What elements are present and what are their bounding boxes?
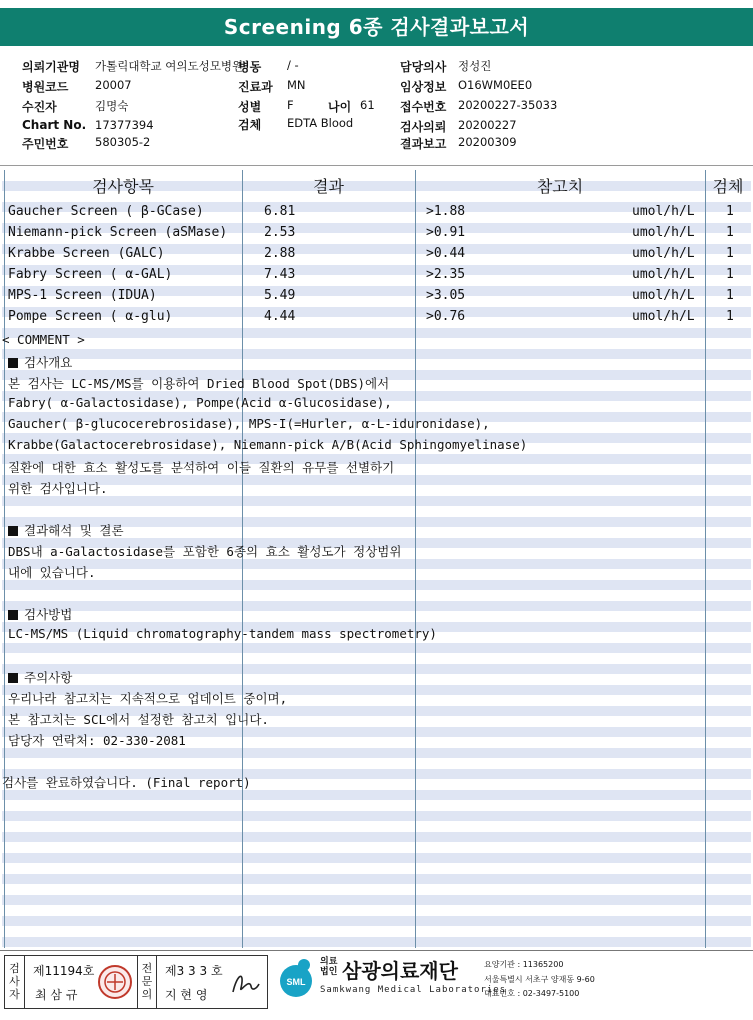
caution-line: 본 참고치는 SCL에서 설정한 참고치 입니다. — [8, 712, 269, 727]
table-stripe — [2, 790, 751, 801]
doctor-value: 정성진 — [458, 59, 492, 73]
table-row — [2, 244, 751, 265]
footer-divider — [0, 950, 753, 951]
table-stripe — [2, 580, 751, 591]
table-row — [2, 286, 751, 307]
comment-label: < COMMENT > — [2, 332, 85, 347]
org-name: 삼광의료재단 — [342, 959, 458, 983]
overview-line: Gaucher( β-glucocerebrosidase), MPS-I(=Hurler, α-L-iduronidase), — [8, 416, 490, 431]
resident-no-value: 580305-2 — [95, 135, 151, 149]
cell-unit: umol/h/L — [632, 204, 695, 219]
result-table — [2, 170, 751, 948]
department-label: 진료과 — [238, 80, 273, 94]
cell-specimen: 1 — [726, 225, 734, 240]
header-item: 검사항목 — [92, 177, 154, 196]
header-info — [0, 52, 753, 164]
cell-item: Krabbe Screen (GALC) — [8, 246, 165, 261]
chart-no-value: 17377394 — [95, 118, 154, 132]
table-stripe — [2, 916, 751, 927]
cell-unit: umol/h/L — [632, 288, 695, 303]
patient-value: 김명숙 — [95, 99, 129, 113]
cell-result: 6.81 — [264, 204, 296, 219]
header-divider — [0, 165, 753, 166]
header-result: 결과 — [313, 177, 344, 196]
table-stripe — [2, 328, 751, 339]
org-phone: 대표번호 : 02-3497-5100 — [484, 989, 580, 998]
table-stripe — [2, 559, 751, 570]
organization-logo-block — [274, 955, 750, 1010]
cell-result: 2.53 — [264, 225, 296, 240]
table-stripe — [2, 895, 751, 906]
caution-heading — [8, 668, 72, 686]
org-prefix: 의료법인 — [320, 957, 338, 977]
header-specimen: 검체 — [712, 177, 744, 196]
cell-unit: umol/h/L — [632, 267, 695, 282]
cell-specimen: 1 — [726, 267, 734, 282]
method-heading-text: 검사방법 — [24, 607, 73, 622]
cell-unit: umol/h/L — [632, 246, 695, 261]
table-stripe — [2, 643, 751, 654]
specialist-title: 전문의 — [137, 956, 157, 1008]
org-address: 서울특별시 서초구 양재동 9-60 — [484, 975, 595, 984]
overview-line: Fabry( α-Galactosidase), Pompe(Acid α-Glucosidase), — [8, 395, 392, 410]
clinical-info-value: O16WM0EE0 — [458, 78, 533, 92]
chart-no-label: Chart No. — [22, 118, 87, 132]
cell-reference: >3.05 — [426, 288, 466, 303]
cell-item: Gaucher Screen ( β-GCase) — [8, 204, 204, 219]
inspector-license: 제11194호 — [33, 964, 95, 978]
cell-item: Pompe Screen ( α-glu) — [8, 309, 173, 324]
cell-reference: >1.88 — [426, 204, 466, 219]
bullet-square-icon — [8, 358, 18, 368]
specialist-name: 지 현 영 — [165, 988, 208, 1002]
cell-reference: >0.44 — [426, 246, 466, 261]
bullet-square-icon — [8, 610, 18, 620]
interpretation-line: 내에 있습니다. — [8, 565, 96, 580]
method-line: LC-MS/MS (Liquid chromatography-tandem mass spectrometry) — [8, 626, 437, 641]
ward-value: / - — [287, 58, 299, 72]
cell-result: 7.43 — [264, 267, 296, 282]
overview-line: 본 검사는 LC-MS/MS를 이용하여 Dried Blood Spot(DBS)에서 — [8, 376, 390, 391]
table-stripe — [2, 937, 751, 948]
cell-reference: >0.91 — [426, 225, 466, 240]
interpretation-line: DBS내 a-Galactosidase를 포함한 6종의 효소 활성도가 정상범위 — [8, 544, 402, 559]
overview-heading-text: 검사개요 — [24, 355, 73, 370]
report-title-bar — [0, 0, 753, 48]
table-stripe — [2, 475, 751, 486]
report-date-label: 결과보고 — [400, 137, 447, 151]
receipt-no-value: 20200227-35033 — [458, 98, 558, 112]
caution-heading-text: 주의사항 — [24, 670, 73, 685]
cell-result: 2.88 — [264, 246, 296, 261]
final-report-note: 검사를 완료하였습니다. (Final report) — [2, 775, 251, 790]
table-stripe — [2, 349, 751, 360]
header-reference: 참고치 — [536, 177, 584, 196]
table-stripe — [2, 853, 751, 864]
request-date-value: 20200227 — [458, 118, 517, 132]
table-row — [2, 202, 751, 223]
method-heading — [8, 605, 72, 623]
report-title: Screening 6종 검사결과보고서 — [223, 15, 530, 39]
cell-unit: umol/h/L — [632, 309, 695, 324]
report-date-value: 20200309 — [458, 135, 517, 149]
sml-logo-icon — [274, 955, 318, 999]
cell-result: 5.49 — [264, 288, 296, 303]
specimen-value: EDTA Blood — [287, 116, 354, 130]
institution-label: 의뢰기관명 — [22, 60, 80, 74]
table-stripe — [2, 874, 751, 885]
table-stripe — [2, 832, 751, 843]
cell-reference: >0.76 — [426, 309, 466, 324]
interpretation-heading-text: 결과해석 및 결론 — [24, 523, 124, 538]
sml-logo-text: SML — [286, 977, 306, 987]
table-stripe — [2, 496, 751, 507]
cell-item: Niemann-pick Screen (aSMase) — [8, 225, 228, 240]
table-row — [2, 265, 751, 286]
cell-result: 4.44 — [264, 309, 296, 324]
caution-line: 우리나라 참고치는 지속적으로 업데이트 중이며, — [8, 691, 288, 706]
cell-specimen: 1 — [726, 309, 734, 324]
cell-unit: umol/h/L — [632, 225, 695, 240]
cell-specimen: 1 — [726, 246, 734, 261]
table-row — [2, 307, 751, 328]
sex-value: F — [287, 98, 294, 112]
interpretation-heading — [8, 521, 124, 539]
caution-line: 담당자 연락처: 02-330-2081 — [8, 733, 186, 748]
resident-no-label: 주민번호 — [22, 137, 69, 151]
signature-box — [4, 955, 268, 1009]
cell-specimen: 1 — [726, 204, 734, 219]
overview-line: 위한 검사입니다. — [8, 481, 108, 496]
hospital-code-label: 병원코드 — [22, 80, 69, 94]
cell-item: Fabry Screen ( α-GAL) — [8, 267, 173, 282]
inspector-title: 검사자 — [5, 956, 25, 1008]
bullet-square-icon — [8, 673, 18, 683]
sex-label: 성별 — [238, 100, 262, 114]
inspector-name: 최 삼 규 — [35, 988, 78, 1002]
receipt-no-label: 접수번호 — [400, 100, 447, 114]
overview-line: 질환에 대한 효소 활성도를 분석하여 이들 질환의 유무를 선별하기 — [8, 460, 395, 475]
bullet-square-icon — [8, 526, 18, 536]
overview-line: Krabbe(Galactocerebrosidase), Niemann-pick A/B(Acid Sphingomyelinase) — [8, 437, 528, 452]
table-row — [2, 223, 751, 244]
overview-heading — [8, 353, 72, 371]
table-stripe — [2, 601, 751, 612]
table-stripe — [2, 664, 751, 675]
cell-item: MPS-1 Screen (IDUA) — [8, 288, 157, 303]
org-english-name: Samkwang Medical Laboratories — [320, 985, 507, 995]
cell-reference: >2.35 — [426, 267, 466, 282]
specimen-label: 검체 — [238, 118, 262, 132]
institution-value: 가톨릭대학교 여의도성모병원 — [95, 59, 244, 73]
doctor-label: 담당의사 — [400, 60, 447, 74]
specialist-license: 제3 3 3 호 — [165, 964, 223, 978]
age-value: 61 — [360, 98, 375, 112]
hospital-code-value: 20007 — [95, 78, 132, 92]
specialist-signature-icon — [227, 964, 263, 1000]
inspector-seal-icon — [97, 964, 133, 1000]
table-stripe — [2, 811, 751, 822]
table-stripe — [2, 748, 751, 759]
request-date-label: 검사의뢰 — [400, 120, 447, 134]
org-code: 요양기관 : 11365200 — [484, 960, 564, 969]
clinical-info-label: 임상정보 — [400, 80, 447, 94]
age-label: 나이 — [328, 100, 352, 114]
patient-label: 수진자 — [22, 100, 57, 114]
ward-label: 병동 — [238, 60, 262, 74]
cell-specimen: 1 — [726, 288, 734, 303]
department-value: MN — [287, 78, 306, 92]
